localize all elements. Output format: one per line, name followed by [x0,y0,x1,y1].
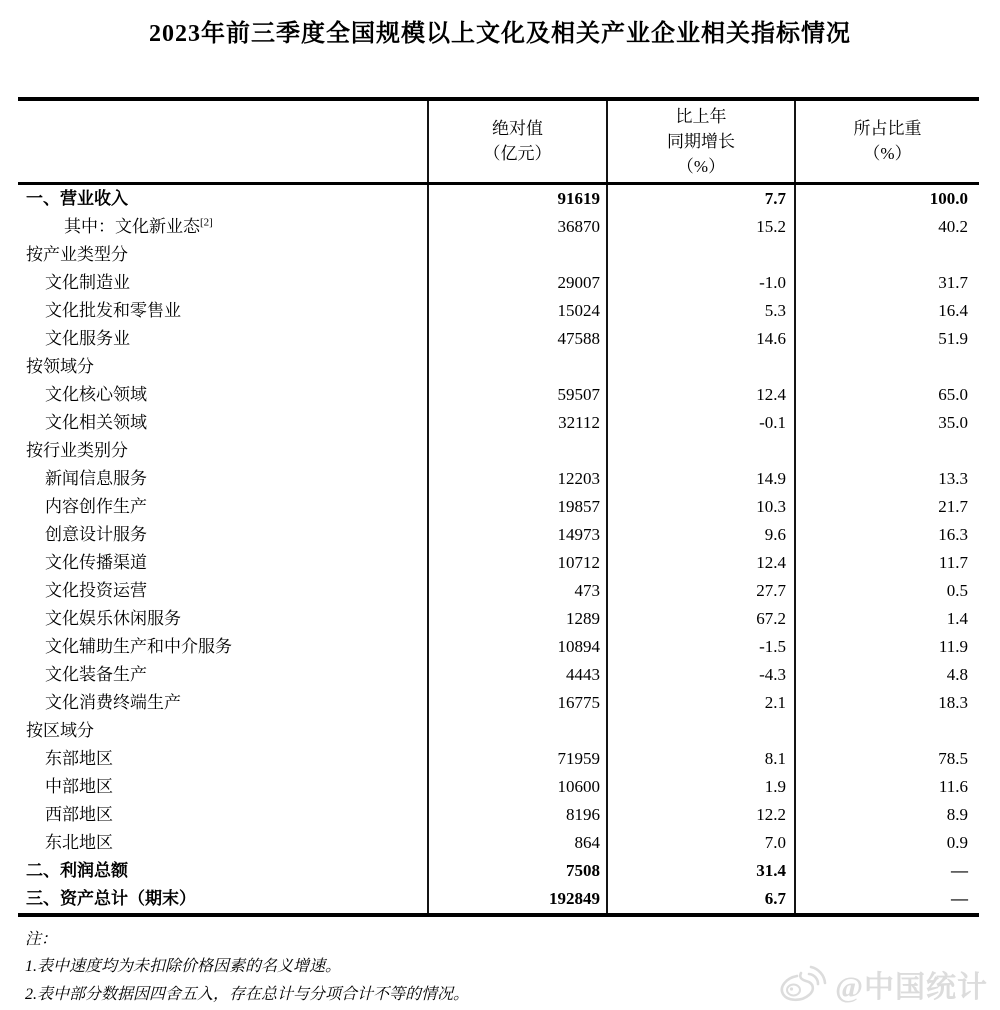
table-row [18,857,979,885]
cell-absolute-value: 71959 [428,745,607,773]
table-row [18,773,979,801]
cell-share: 65.0 [795,381,979,409]
row-label: 内容创作生产 [45,496,147,516]
cell-absolute-value [428,241,607,269]
row-label: 文化娱乐休闲服务 [45,608,181,628]
cell-absolute-value [428,717,607,745]
cell-absolute-value: 1289 [428,605,607,633]
cell-yoy-growth: 9.6 [607,521,795,549]
table-header [18,99,979,183]
cell-yoy-growth: 1.9 [607,773,795,801]
cell-absolute-value: 32112 [428,409,607,437]
cell-share: 0.5 [795,577,979,605]
table-row [18,213,979,241]
cell-share: 31.7 [795,269,979,297]
cell-yoy-growth: -1.5 [607,633,795,661]
cell-yoy-growth: 7.7 [607,183,795,213]
table-row [18,633,979,661]
cell-share: 8.9 [795,801,979,829]
cell-absolute-value: 7508 [428,857,607,885]
cell-yoy-growth [607,437,795,465]
cell-share: 11.9 [795,633,979,661]
table-row [18,801,979,829]
table-row [18,297,979,325]
row-label: 三、资产总计（期末） [26,888,196,908]
cell-share [795,717,979,745]
cell-yoy-growth: 67.2 [607,605,795,633]
cell-absolute-value: 36870 [428,213,607,241]
cell-yoy-growth: -4.3 [607,661,795,689]
cell-share: 4.8 [795,661,979,689]
note-item: 2.表中部分数据因四舍五入，存在总计与分项合计不等的情况。 [25,986,470,1003]
row-label: 文化装备生产 [45,664,147,684]
table-row [18,353,979,381]
cell-absolute-value: 16775 [428,689,607,717]
table-row [18,577,979,605]
cell-yoy-growth: -0.1 [607,409,795,437]
cell-share: — [795,885,979,915]
row-label: 文化辅助生产和中介服务 [45,636,232,656]
cell-share: 11.7 [795,549,979,577]
cell-share: 1.4 [795,605,979,633]
cell-absolute-value: 59507 [428,381,607,409]
header-yoy-growth: 比上年 同期增长 （%） [607,99,795,183]
row-label: 文化相关领域 [45,412,147,432]
cell-yoy-growth: 14.9 [607,465,795,493]
cell-absolute-value: 15024 [428,297,607,325]
table-row [18,381,979,409]
cell-yoy-growth [607,717,795,745]
row-label: 按区域分 [26,720,94,740]
cell-share: 35.0 [795,409,979,437]
note-item: 1.表中速度均为未扣除价格因素的名义增速。 [25,958,342,975]
row-label: 其中：文化新业态[2] [64,215,213,236]
table-row [18,465,979,493]
table-row [18,605,979,633]
cell-absolute-value: 47588 [428,325,607,353]
cell-absolute-value: 10712 [428,549,607,577]
table-row [18,409,979,437]
cell-yoy-growth: 7.0 [607,829,795,857]
cell-absolute-value: 473 [428,577,607,605]
row-label: 文化消费终端生产 [45,692,181,712]
cell-absolute-value: 29007 [428,269,607,297]
row-label: 二、利润总额 [26,860,128,880]
row-label: 按行业类别分 [26,440,128,460]
table-row [18,549,979,577]
cell-absolute-value: 8196 [428,801,607,829]
row-label: 文化制造业 [45,272,130,292]
cell-share: 51.9 [795,325,979,353]
header-absolute-value: 绝对值 （亿元） [428,99,607,183]
row-label: 文化传播渠道 [45,552,147,572]
cell-share: 18.3 [795,689,979,717]
row-label: 文化核心领域 [45,384,147,404]
table-row [18,885,979,915]
cell-absolute-value: 192849 [428,885,607,915]
row-label: 新闻信息服务 [45,468,147,488]
row-label: 文化投资运营 [45,580,147,600]
cell-share: 11.6 [795,773,979,801]
table-row [18,661,979,689]
cell-yoy-growth: 12.4 [607,549,795,577]
cell-share: 100.0 [795,183,979,213]
row-label: 中部地区 [45,776,113,796]
cell-share: 16.3 [795,521,979,549]
table-row [18,325,979,353]
cell-yoy-growth: 5.3 [607,297,795,325]
cell-share: 40.2 [795,213,979,241]
watermark [776,962,988,1006]
cell-share: 78.5 [795,745,979,773]
cell-yoy-growth: 8.1 [607,745,795,773]
cell-share: — [795,857,979,885]
cell-absolute-value: 10894 [428,633,607,661]
header-indicator [18,99,428,183]
cell-yoy-growth: 6.7 [607,885,795,915]
cell-yoy-growth: 12.4 [607,381,795,409]
table-row [18,745,979,773]
cell-share: 13.3 [795,465,979,493]
table-body [18,183,979,915]
cell-absolute-value: 91619 [428,183,607,213]
cell-share [795,241,979,269]
row-label: 一、营业收入 [26,188,128,208]
cell-absolute-value: 10600 [428,773,607,801]
cell-share [795,353,979,381]
cell-absolute-value: 14973 [428,521,607,549]
row-label: 按领域分 [26,356,94,376]
cell-share: 0.9 [795,829,979,857]
row-label: 文化服务业 [45,328,130,348]
table-row [18,689,979,717]
table-row [18,183,979,213]
cell-yoy-growth: 2.1 [607,689,795,717]
table-row [18,493,979,521]
footnote-ref: [2] [200,215,213,228]
page-title: 2023年前三季度全国规模以上文化及相关产业企业相关指标情况 [149,21,851,47]
table-row [18,437,979,465]
table-row [18,269,979,297]
row-label: 东北地区 [45,832,113,852]
cell-yoy-growth: -1.0 [607,269,795,297]
cell-yoy-growth: 15.2 [607,213,795,241]
header-share: 所占比重 （%） [795,99,979,183]
cell-yoy-growth [607,241,795,269]
table-row [18,241,979,269]
table-row [18,521,979,549]
cell-absolute-value [428,353,607,381]
row-label: 创意设计服务 [45,524,147,544]
weibo-icon [776,964,828,1004]
cell-absolute-value: 4443 [428,661,607,689]
cell-yoy-growth: 27.7 [607,577,795,605]
cell-absolute-value [428,437,607,465]
row-label: 西部地区 [45,804,113,824]
cell-share [795,437,979,465]
statistics-table [18,97,979,917]
cell-share: 16.4 [795,297,979,325]
row-label: 文化批发和零售业 [45,300,181,320]
row-label: 东部地区 [45,748,113,768]
table-row [18,829,979,857]
cell-absolute-value: 864 [428,829,607,857]
table-row [18,717,979,745]
notes-heading: 注： [25,931,58,948]
cell-yoy-growth: 10.3 [607,493,795,521]
cell-absolute-value: 12203 [428,465,607,493]
cell-yoy-growth [607,353,795,381]
cell-yoy-growth: 14.6 [607,325,795,353]
cell-yoy-growth: 12.2 [607,801,795,829]
watermark-handle: @中国统计 [835,971,988,1004]
cell-share: 21.7 [795,493,979,521]
cell-absolute-value: 19857 [428,493,607,521]
cell-yoy-growth: 31.4 [607,857,795,885]
row-label: 按产业类型分 [26,244,128,264]
notes [25,927,469,1009]
